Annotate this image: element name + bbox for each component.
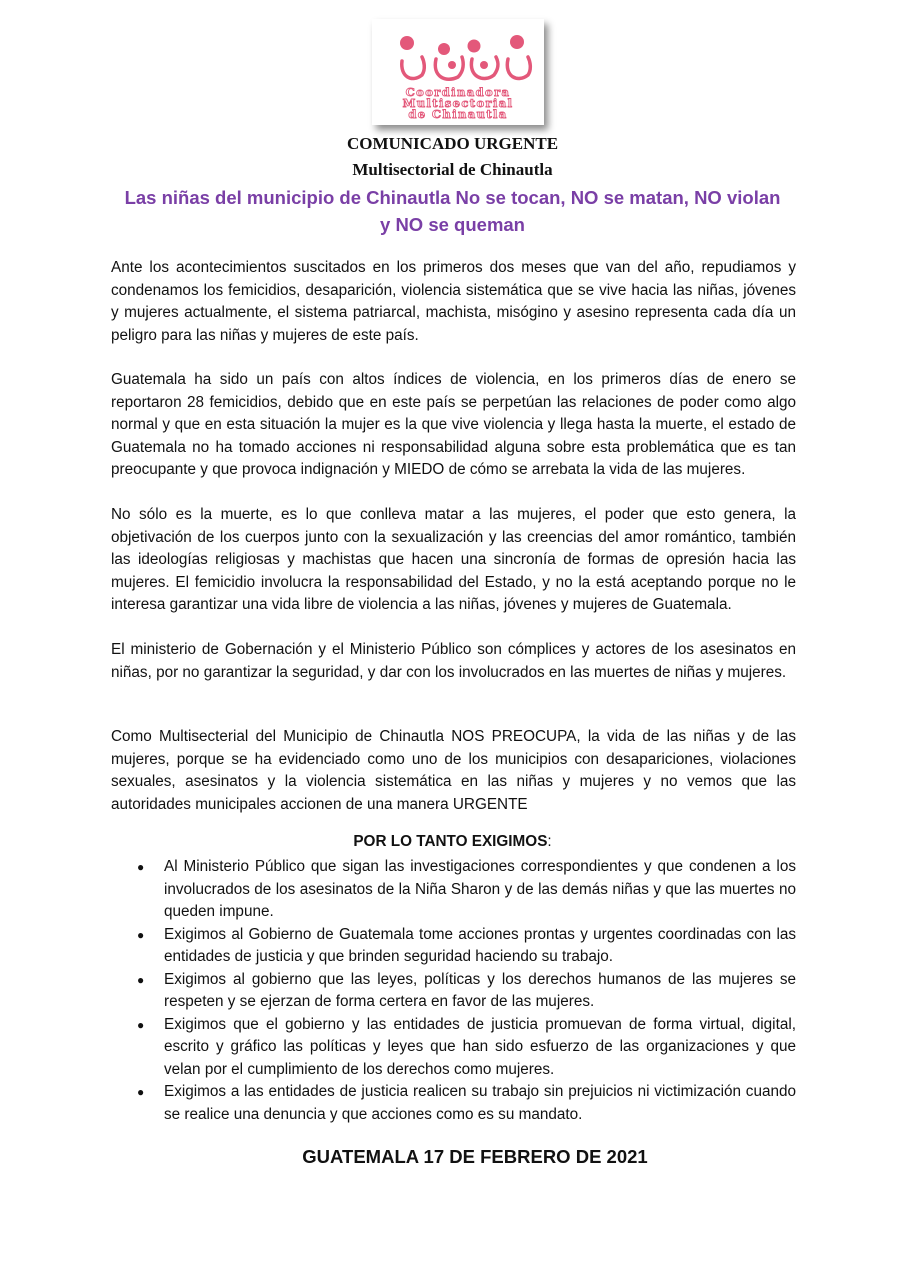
logo-text-line3: de Chinautla	[408, 107, 508, 121]
organization-logo	[372, 19, 544, 125]
logo-text-line1: Coordinadora	[405, 85, 511, 99]
demands-heading	[0, 831, 905, 854]
document-subtitle: Las niñas del municipio de Chinautla No se tocan, NO se matan, NO violan y NO se queman	[124, 187, 781, 235]
list-item	[137, 969, 796, 1014]
bullet-icon: ●	[137, 972, 145, 987]
list-item-text: Al Ministerio Público que sigan las investigaciones correspondientes y que condenen a los involucrados de los asesinatos de la Niña Sharon y de las demás niñas y que las muertes no queden impune.	[164, 858, 796, 920]
demands-heading-colon: :	[547, 833, 552, 850]
document-title: COMUNICADO URGENTE	[346, 134, 559, 153]
list-item	[137, 1081, 796, 1126]
paragraph-4: El ministerio de Gobernación y el Ministerio Público son cómplices y actores de los asesinatos en niñas, por no garantizar la seguridad, y dar con los involucrados en las muertes de niñas y mujeres.	[111, 641, 796, 681]
list-item-text: Exigimos que el gobierno y las entidades de justicia promuevan de forma virtual, digital, escrito y gráfico las políticas y leyes que han sido esfuerzo de las organizaciones y que velan por el cumplimiento de los derechos como mujeres.	[164, 1015, 796, 1078]
bullet-icon: ●	[137, 927, 145, 942]
list-item-text: Exigimos a las entidades de justicia realicen su trabajo sin prejuicios ni victimización cuando se realice una denuncia y que acciones como es su mandato.	[164, 1083, 796, 1123]
organization-name: Multisectorial de Chinautla	[352, 160, 553, 179]
list-item-text: Exigimos al Gobierno de Guatemala tome acciones prontas y urgentes coordinadas con las entidades de justicia y que brinden seguridad haciendo su trabajo.	[164, 925, 796, 965]
document-date: GUATEMALA 17 DE FEBRERO DE 2021	[302, 1146, 648, 1167]
bullet-icon: ●	[137, 860, 145, 874]
paragraph-2: Guatemala ha sido un país con altos índices de violencia, en los primeros días de enero se reportaron 28 femicidios, debido que en este país se perpetúan las relaciones de poder como algo normal y que en esta situación la mujer es la que vive violencia y llega hasta la muerte, el estado de Guatemala no ha tomado acciones ni responsabilidad alguna sobre esta problemática que es tan preocupante y que provoca indignación y MIEDO de cómo se arrebata la vida de las mujeres.	[111, 371, 796, 478]
paragraph-3: No sólo es la muerte, es lo que conlleva matar a las mujeres, el poder que esto genera, la objetivación de los cuerpos junto con la sexualización y las creencias del amor romántico, también las ideologías religiosas y machistas que hacen una sincronía de formas de opresión hacia las mujeres. El femicidio involucra la responsabilidad del Estado, y no la está aceptando porque no le interesa garantizar una vida libre de violencia a las niñas, jóvenes y mujeres de Guatemala.	[111, 506, 796, 613]
list-item	[137, 1014, 796, 1082]
list-item-text: Exigimos al gobierno que las leyes, políticas y los derechos humanos de las mujeres se respeten y se ejerzan de forma certera en favor de las mujeres.	[164, 970, 796, 1010]
paragraph-1: Ante los acontecimientos suscitados en los primeros dos meses que van del año, repudiamos y condenamos los femicidios, desaparición, violencia sistemática que se vive hacia las niñas, jóvenes y mujeres actualmente, el sistema patriarcal, machista, misógino y asesino representa cada día un peligro para las niñas y mujeres de este país.	[111, 259, 796, 344]
bullet-icon: ●	[137, 1085, 145, 1099]
list-item	[137, 924, 796, 969]
demands-heading-text: POR LO TANTO EXIGIMOS	[353, 833, 548, 850]
bullet-icon: ●	[137, 1017, 145, 1032]
demands-list	[0, 856, 800, 1126]
logo-text-line2: Multisectorial	[402, 96, 514, 110]
paragraph-5: Como Multisecterial del Municipio de Chinautla NOS PREOCUPA, la vida de las niñas y de las mujeres, porque se ha evidenciado como uno de los municipios con desapariciones, violaciones sexuales, asesinatos y la violencia sistemática en las niñas y mujeres y no vemos que las autoridades municipales accionen de una manera URGENTE	[111, 728, 796, 813]
list-item	[137, 856, 796, 924]
